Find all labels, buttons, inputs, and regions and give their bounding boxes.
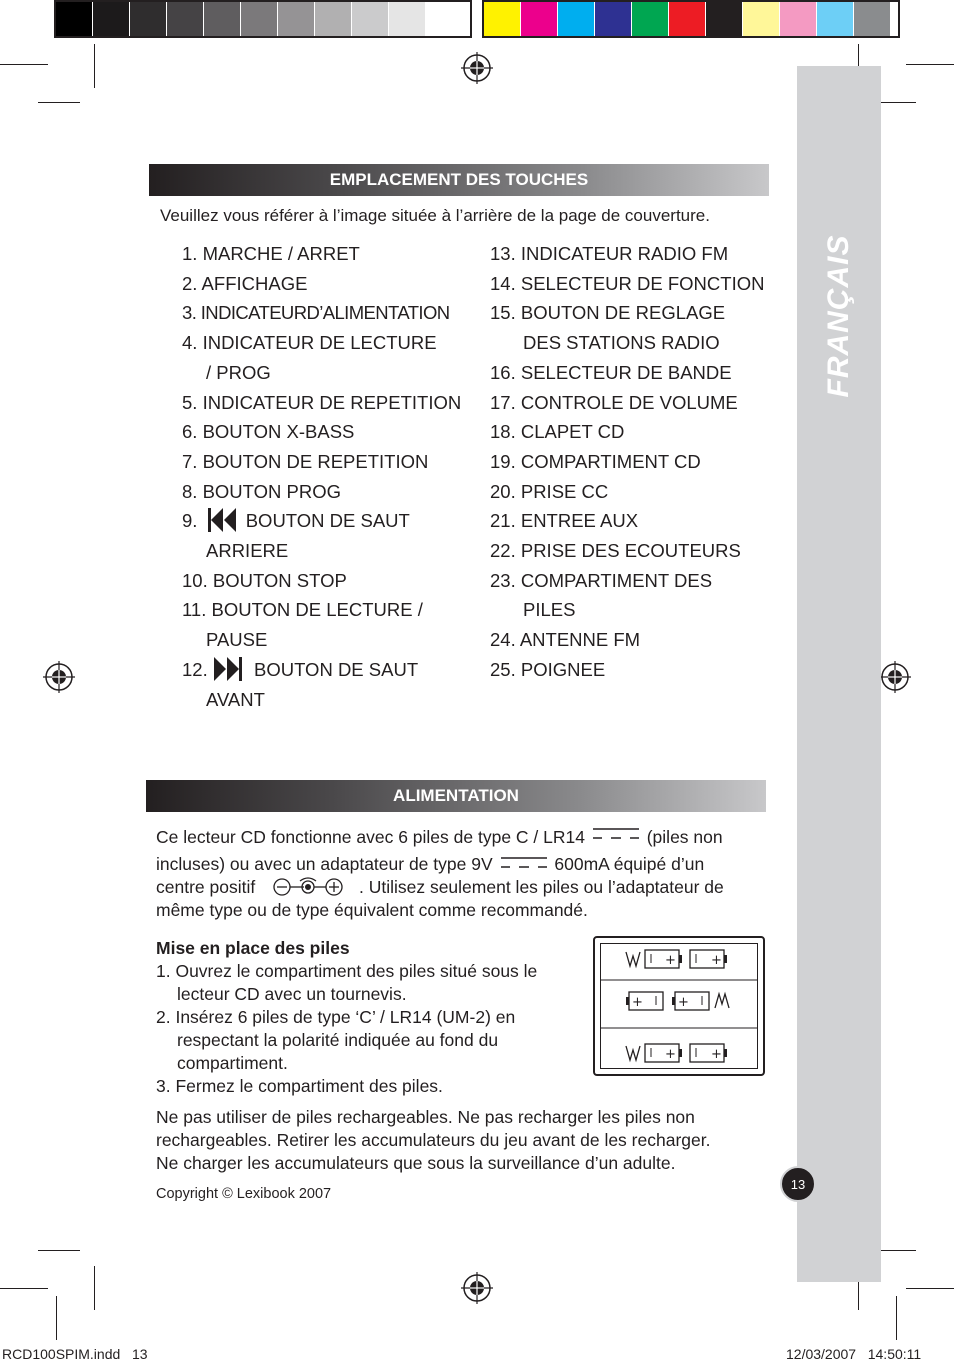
intro-text: Veuillez vous référer à l’image située à l’arrière de la page de couverture.: [160, 206, 710, 225]
crop-mark: [876, 1250, 916, 1251]
svg-text:+: +: [711, 953, 722, 968]
list-item: 23. COMPARTIMENT DES: [490, 569, 713, 591]
list-item: 1. MARCHE / ARRET: [182, 243, 360, 264]
list-item: 22. PRISE DES ECOUTEURS: [490, 540, 741, 562]
list-item: 10. BOUTON STOP: [182, 569, 347, 591]
list-item: 25. POIGNEE: [490, 658, 606, 680]
dc-symbol-icon: [500, 856, 548, 870]
svg-text:+: +: [632, 995, 643, 1010]
list-item: 19. COMPARTIMENT CD: [490, 450, 701, 472]
warning-line: Ne pas utiliser de piles rechargeables. Ne pas recharger les piles non: [156, 1107, 695, 1127]
warning-line: Ne charger les accumulateurs que sous la surveillance d’un adulte.: [156, 1153, 676, 1173]
list-item-number: 9.: [182, 510, 198, 532]
battery-subheading: Mise en place des piles: [156, 938, 350, 958]
list-item: 14. SELECTEUR DE FONCTION: [490, 272, 765, 294]
list-item: [182, 506, 461, 536]
list-item: 4. INDICATEUR DE LECTURE: [182, 332, 437, 354]
section-header-touches: [149, 164, 769, 196]
battery-layout-icon: [593, 936, 765, 1076]
battery-instructions: [156, 937, 586, 1098]
list-item: 6. BOUTON X-BASS: [182, 421, 355, 443]
crop-mark: [0, 1288, 48, 1289]
list-item: AVANT: [206, 688, 265, 710]
list-item: 16. SELECTEUR DE BANDE: [490, 361, 732, 383]
list-item-label: BOUTON DE SAUT: [254, 658, 419, 680]
center-positive-polarity-icon: [262, 877, 352, 897]
list-item: DES STATIONS RADIO: [523, 332, 720, 354]
crop-mark: [94, 1266, 95, 1310]
step-item: lecteur CD avec un tournevis.: [177, 984, 407, 1004]
svg-text:+: +: [678, 995, 689, 1010]
list-item: PAUSE: [206, 629, 268, 651]
step-item: 3. Fermez le compartiment des piles.: [156, 1076, 443, 1096]
section-title: ALIMENTATION: [393, 786, 519, 805]
registration-mark-icon: [461, 52, 493, 84]
copyright-notice: Copyright © Lexibook 2007: [156, 1186, 332, 1202]
dc-symbol-icon: [592, 827, 640, 841]
list-item: 11. BOUTON DE LECTURE /: [182, 599, 423, 621]
list-item: 18. CLAPET CD: [490, 421, 625, 443]
page-number-badge: [780, 1166, 816, 1202]
controls-list-left: [182, 239, 461, 714]
registration-mark-icon: [43, 661, 75, 693]
step-item: 1. Ouvrez le compartiment des piles situé sous le: [156, 961, 538, 981]
skip-forward-icon: [213, 656, 243, 682]
step-item: respectant la polarité indiquée au fond du: [177, 1030, 499, 1050]
section-header-alimentation: [146, 780, 766, 812]
power-text: 600mA équipé d’un: [554, 854, 705, 874]
color-swatch-bar-frame: [482, 0, 900, 38]
list-item: / PROG: [206, 361, 271, 383]
list-item: 21. ENTREE AUX: [490, 510, 639, 532]
list-item: 24. ANTENNE FM: [490, 629, 641, 651]
list-item: 15. BOUTON DE REGLAGE: [490, 302, 726, 324]
list-item: [182, 655, 461, 685]
crop-mark: [38, 102, 80, 103]
list-item: ARRIERE: [206, 540, 289, 562]
crop-mark: [0, 64, 48, 65]
warning-line: rechargeables. Retirer les accumulateurs du jeu avant de les recharger.: [156, 1130, 711, 1150]
svg-text:+: +: [711, 1047, 722, 1062]
crop-mark: [906, 64, 954, 65]
list-item: 5. INDICATEUR DE REPETITION: [182, 391, 462, 413]
crop-mark: [94, 44, 95, 88]
footer-timestamp: 12/03/2007 14:50:11: [786, 1346, 922, 1362]
section-title: EMPLACEMENT DES TOUCHES: [329, 170, 589, 189]
list-item: 17. CONTROLE DE VOLUME: [490, 391, 738, 413]
page-number: 13: [790, 1176, 806, 1192]
rechargeable-warning: [156, 1106, 776, 1175]
list-item-number: 12.: [182, 658, 208, 680]
power-text: Ce lecteur CD fonctionne avec 6 piles de type C / LR14: [156, 827, 585, 847]
crop-mark: [906, 1288, 954, 1289]
power-text: . Utilisez seulement les piles ou l’adaptateur de: [358, 877, 724, 897]
list-item: 13. INDICATEUR RADIO FM: [490, 243, 729, 264]
list-item: 2. AFFICHAGE: [182, 272, 308, 294]
list-item: 8. BOUTON PROG: [182, 480, 341, 502]
list-item: 3. INDICATEURD’ALIMENTATION: [182, 302, 450, 324]
registration-mark-icon: [461, 1272, 493, 1304]
registration-mark-icon: [879, 661, 911, 693]
skip-back-icon: [207, 507, 237, 533]
gray-color-bar-frame: [54, 0, 472, 38]
svg-text:+: +: [665, 1047, 676, 1062]
step-item: compartiment.: [177, 1053, 288, 1073]
power-text: (piles non: [646, 827, 723, 847]
power-paragraph: [156, 826, 776, 922]
step-item: 2. Insérez 6 piles de type ‘C’ / LR14 (UM-2) en: [156, 1007, 516, 1027]
power-text: incluses) ou avec un adaptateur de type 9V: [156, 854, 493, 874]
language-label: FRANÇAIS: [822, 234, 855, 398]
power-text: même type ou de type équivalent comme recommandé.: [156, 900, 588, 920]
crop-mark: [896, 1296, 897, 1340]
power-text: centre positif: [156, 877, 256, 897]
footer-file-info: RCD100SPIM.indd 13: [2, 1346, 148, 1362]
list-item-label: BOUTON DE SAUT: [245, 510, 410, 532]
crop-mark: [38, 1250, 80, 1251]
crop-mark: [56, 1296, 57, 1340]
list-item: 20. PRISE CC: [490, 480, 609, 502]
list-item: 7. BOUTON DE REPETITION: [182, 450, 429, 472]
battery-compartment-diagram: [593, 936, 765, 1076]
svg-text:+: +: [665, 953, 676, 968]
crop-mark: [876, 102, 916, 103]
list-item: PILES: [523, 599, 576, 621]
controls-list-right: [490, 239, 764, 685]
